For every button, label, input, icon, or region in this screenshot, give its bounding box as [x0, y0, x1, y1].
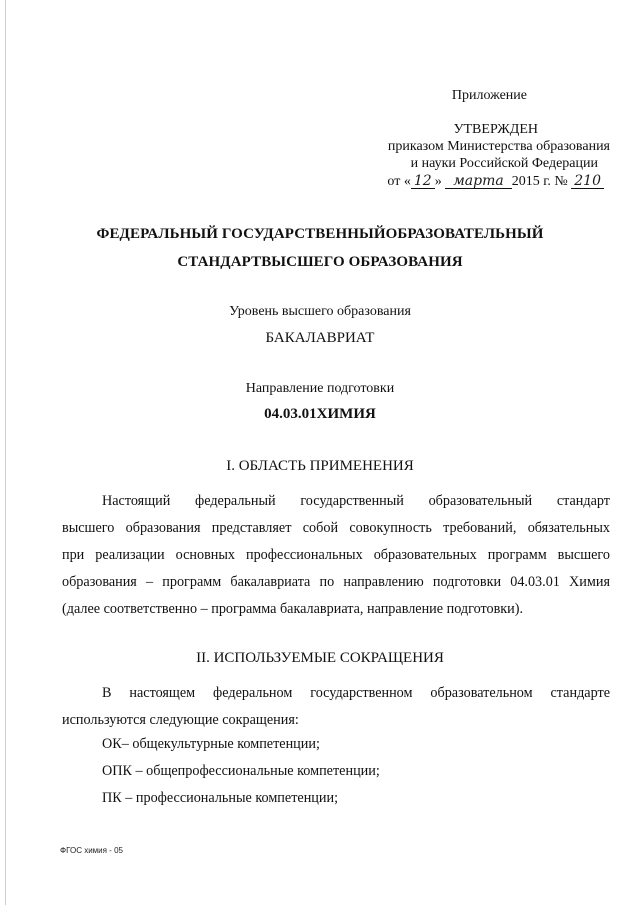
section-2-heading: II. ИСПОЛЬЗУЕМЫЕ СОКРАЩЕНИЯ: [196, 650, 444, 666]
document-title-line-2: СТАНДАРТВЫСШЕГО ОБРАЗОВАНИЯ: [177, 254, 463, 270]
approved-label: УТВЕРЖДЕН: [453, 122, 538, 137]
order-number-handwritten: 210: [571, 174, 604, 189]
direction-value: 04.03.01ХИМИЯ: [264, 406, 376, 422]
date-month-handwritten: марта: [445, 174, 512, 189]
level-value: БАКАЛАВРИАТ: [265, 330, 375, 346]
order-date-line: [387, 173, 604, 190]
paragraph-line: используются следующие сокращения:: [62, 712, 299, 728]
section-1-heading: I. ОБЛАСТЬ ПРИМЕНЕНИЯ: [226, 458, 414, 474]
abbreviation-item: ПК – профессиональные компетенции;: [102, 790, 339, 806]
order-line-1: приказом Министерства образования: [387, 139, 610, 154]
date-day-handwritten: 12: [411, 174, 435, 189]
date-year: 2015 г. №: [511, 174, 568, 189]
appendix-label: Приложение: [451, 88, 527, 103]
paragraph-line: Настоящий федеральный государственный образовательный стандарт: [102, 493, 610, 509]
paragraph-line: В настоящем федеральном государственном образовательном стандарте: [102, 685, 610, 701]
date-mid: »: [434, 174, 442, 189]
paragraph-line: образования – программ бакалавриата по направлению подготовки 04.03.01 Химия: [62, 574, 610, 590]
order-line-2: и науки Российской Федерации: [410, 156, 598, 171]
abbreviation-item: ОК– общекультурные компетенции;: [102, 736, 320, 752]
scan-edge: [5, 0, 6, 905]
direction-label: Направление подготовки: [245, 381, 395, 396]
abbreviation-item: ОПК – общепрофессиональные компетенции;: [102, 763, 380, 779]
paragraph-line: (далее соответственно – программа бакалавриата, направление подготовки).: [62, 601, 524, 617]
paragraph-line: высшего образования представляет собой совокупность требований, обязательных: [62, 520, 610, 536]
section-1-paragraph: [62, 488, 610, 623]
date-prefix: от «: [387, 174, 411, 189]
document-title-line-1: ФЕДЕРАЛЬНЫЙ ГОСУДАРСТВЕННЫЙОБРАЗОВАТЕЛЬНЫЙ: [96, 226, 544, 242]
paragraph-line: при реализации основных профессиональных образовательных программ высшего: [62, 547, 610, 563]
level-label: Уровень высшего образования: [229, 304, 411, 319]
footer-code: ФГОС химия - 05: [60, 846, 123, 855]
section-2-intro: [62, 680, 610, 734]
